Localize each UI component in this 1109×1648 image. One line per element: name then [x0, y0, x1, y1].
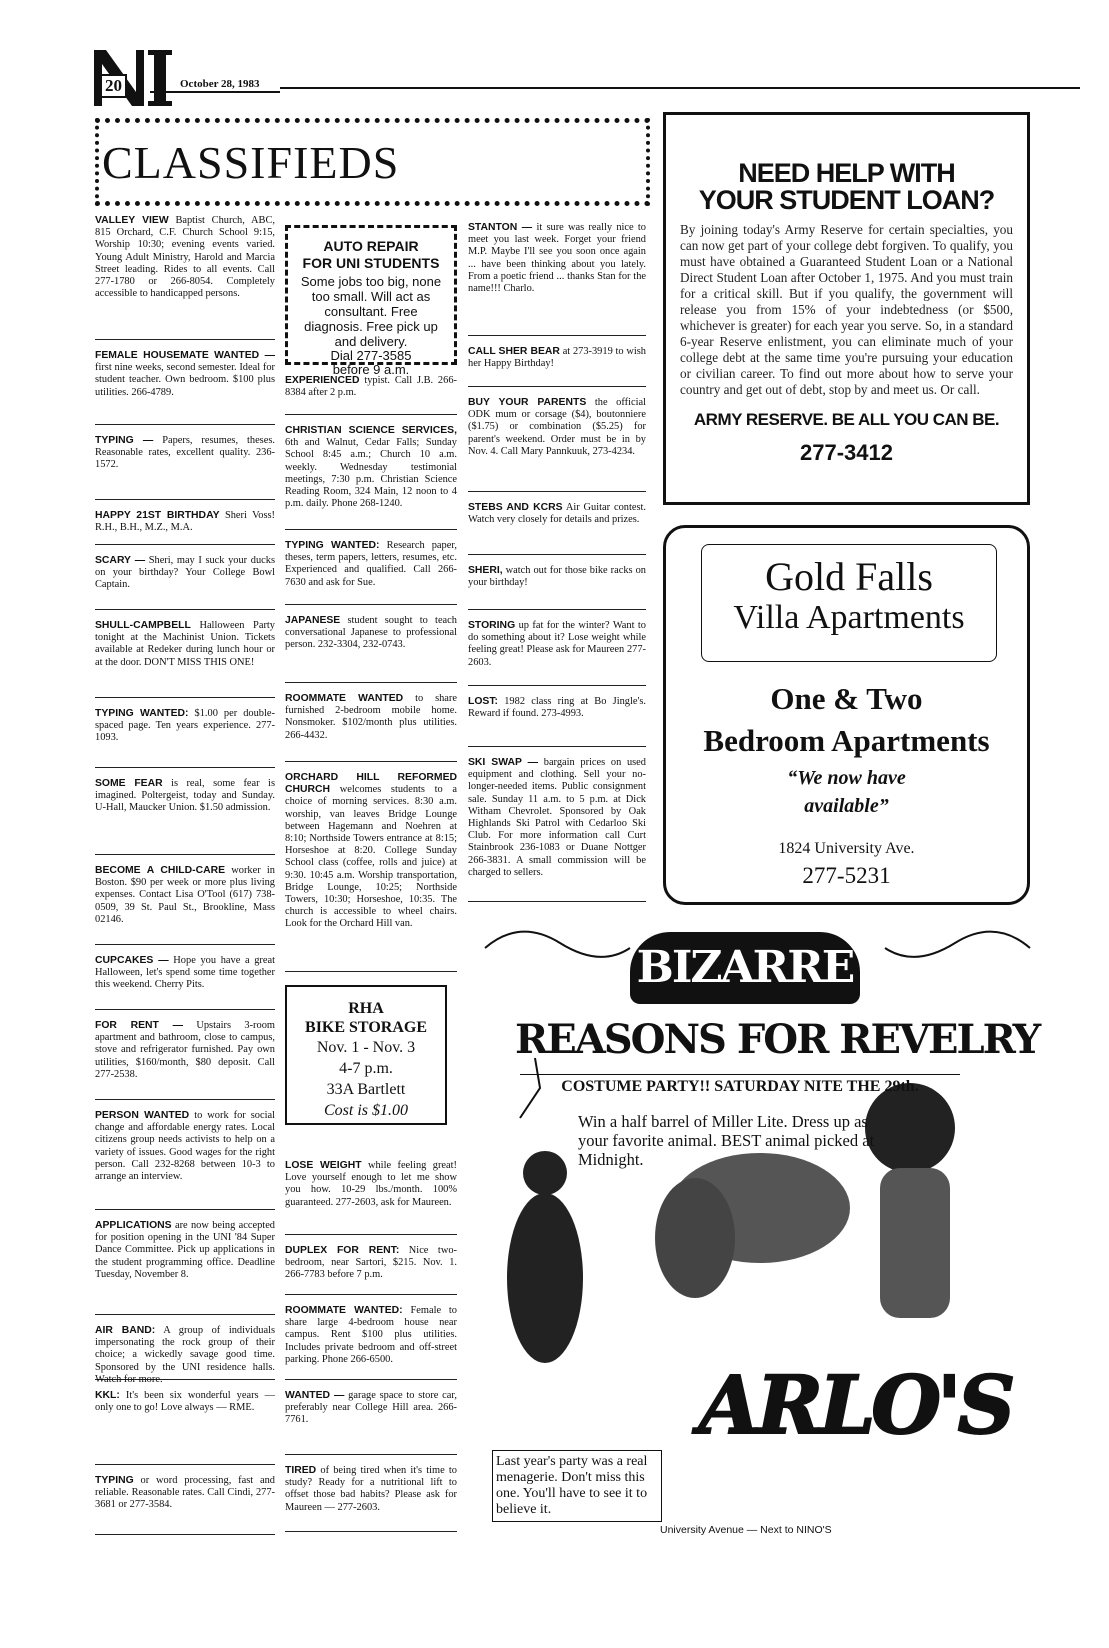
ad-text: 1982 class ring at Bo Jingle's. Reward if found. 273-4993. — [468, 696, 646, 720]
ad-subtitle: BIKE STORAGE — [305, 1019, 427, 1036]
ad-heading: EXPERIENCED — [285, 375, 360, 386]
ad-heading: PERSON WANTED — [95, 1110, 190, 1121]
classified-ad — [95, 555, 275, 610]
ad-text: garage space to store car, preferably near College Hill area. 266-7761. — [285, 1390, 457, 1426]
ad-name: Gold Falls — [765, 554, 933, 599]
classified-ad — [285, 615, 457, 683]
ad-phone: 277-3412 — [800, 440, 893, 465]
ad-heading: ORCHARD HILL REFORMED CHURCH — [285, 772, 457, 796]
ad-tagline: ARMY RESERVE. BE ALL YOU CAN BE. — [693, 410, 1000, 429]
ad-subtitle: FOR UNI STUDENTS — [302, 255, 440, 271]
ad-heading: KKL: — [95, 1390, 120, 1401]
ad-heading: SHERI, — [468, 565, 503, 576]
classified-ad — [468, 346, 646, 387]
logo-serif — [148, 101, 172, 106]
classified-ad — [285, 1245, 457, 1295]
ad-heading: FEMALE HOUSEMATE WANTED — — [95, 350, 275, 361]
ornament-scroll — [885, 932, 1030, 957]
ad-heading: LOSE WEIGHT — [285, 1160, 362, 1171]
ad-text: typist. Call J.B. 266-8384 after 2 p.m. — [285, 375, 457, 399]
classified-ad — [95, 350, 275, 425]
ad-heading: AIR BAND: — [95, 1325, 156, 1336]
ad-heading: SHULL-CAMPBELL — [95, 620, 191, 631]
ad-heading: STEBS AND KCRS — [468, 502, 563, 513]
ad-hours: 4-7 p.m. — [339, 1060, 393, 1077]
rha-bike-storage-ad — [285, 985, 447, 1125]
classified-ad — [95, 510, 275, 545]
ad-text: Air Guitar contest. Watch very closely for details and prizes. — [468, 502, 646, 526]
ad-headline: One & Two — [770, 681, 923, 716]
ad-dates: Nov. 1 - Nov. 3 — [316, 1039, 416, 1056]
ad-text: worker in Boston. $90 per week or more plus living expenses. Contact Lisa O'Tool (617) 738-0509, 39 St. Paul St., Brookline, Mass 02146. — [95, 865, 276, 925]
ad-body: By joining today's Army Reserve for certain specialties, you can now get part of your college debt forgiven. To qualify, you must have obtained a Guaranteed Student Loan or a National Direct Student Loan after October 1, 1975. And you must train for a critical skill. But if you qualify, the government will release you from 15% of your indebtedness (or $500, whichever is greater) for each year you serve. So, in a standard 6-year Reserve enlistment, you can eliminate much of your college debt at the same time you're pursuing your education or civilian career. To find out more about how to serve your country and get out of debt, stop by and meet us. Or call. — [680, 222, 1013, 397]
ad-place: 33A Bartlett — [326, 1081, 406, 1098]
ad-heading: APPLICATIONS — [95, 1220, 172, 1231]
classified-ad — [285, 425, 457, 530]
ad-name-frame — [701, 544, 997, 662]
ad-heading: DUPLEX FOR RENT: — [285, 1245, 400, 1256]
lion-body — [880, 1168, 950, 1318]
ad-heading: WANTED — — [285, 1390, 345, 1401]
ad-quote: “We now have — [787, 767, 906, 789]
ad-heading: SKI SWAP — — [468, 757, 539, 768]
ornament-scroll — [485, 932, 630, 957]
ad-text: 6th and Walnut, Cedar Falls; Sunday School 8:45 a.m.; Church 10 a.m. weekly. Wednesday testimonial meetings, 7:30 p.m. Christian Science Reading Room, 324 Main, 12 noon to 4 p.m. daily. Phone 268-1240. — [285, 437, 457, 510]
classified-ad — [95, 778, 275, 855]
classified-ad — [95, 1390, 275, 1465]
ad-text: it sure was really nice to meet you last week. Forget your friend M.P. Maybe I'll see you soon once again ... have been thinking about you lately. From a poetic friend ... thanks Stan for the name!!! Charlo. — [468, 222, 646, 295]
ad-heading: ROOMMATE WANTED: — [285, 1305, 403, 1316]
classified-ad — [95, 435, 275, 500]
ad-heading: ROOMMATE WANTED — [285, 693, 404, 704]
classified-ad — [95, 955, 275, 1010]
ad-text: welcomes students to a choice of morning services. 8:30 a.m. worship, van leaves Bridge Lounge between Hagemann and Noehren at 8:10; Northside Towers entrance at 8:15; Horseshoe at 8:20. College Sunday School class (coffee, rolls and juice) at 9:30. 10:45 a.m. Worship transportation, Bridge Lounge, 10:25; Northside Towers, 10:30; Horseshoe, 10:35. The church is accessible to wheel chairs. Look for the Orchard Hill van. — [285, 784, 457, 930]
ad-heading: CALL SHER BEAR — [468, 346, 560, 357]
classified-ad — [285, 1465, 457, 1532]
ad-heading: CUPCAKES — — [95, 955, 169, 966]
ad-text: Sheri, may I suck your ducks on your birthday? Your College Bowl Captain. — [95, 555, 275, 591]
ad-text: A group of individuals impersonating the rock group of their choice; a wickedly savage good time. Sponsored by the UNI residence halls. Watch for more. — [95, 1325, 275, 1385]
classified-ad — [468, 222, 646, 336]
ad-hours: before 9 a.m. — [332, 362, 410, 377]
elephant-figure — [655, 1178, 735, 1298]
header-rule — [150, 91, 280, 93]
classified-ad — [285, 1390, 457, 1455]
ad-text: at 273-3919 to wish her Happy Birthday! — [468, 346, 646, 370]
classified-ad — [95, 865, 275, 945]
ad-heading: CHRISTIAN SCIENCE SERVICES, — [285, 425, 457, 436]
classified-ad — [95, 215, 275, 340]
ad-text: Sheri Voss! R.H., B.H., M.Z., M.A. — [95, 510, 275, 534]
ad-heading: TYPING WANTED: — [95, 708, 189, 719]
arlos-contest: Win a half barrel of Miller Lite. Dress up as your favorite animal. BEST animal picked at Midnight. — [578, 1112, 875, 1169]
ad-text: $1.00 per double-spaced page. Ten years experience. 277-1093. — [95, 708, 275, 744]
arlos-logo: ARLO'S — [698, 1358, 1012, 1452]
ad-headline: NEED HELP WITH — [738, 158, 955, 188]
classified-ad — [285, 693, 457, 762]
ad-body: Some jobs too big, none too small. Will act as consultant. Free diagnosis. Free pick up and delivery. — [300, 274, 442, 349]
ad-text: Research paper, theses, term papers, letters, resumes, etc. Experienced and qualified. Call 266-7630 and ask for Sue. — [285, 540, 457, 588]
ad-text: It's been six wonderful years — only one to go! Love always — RME. — [95, 1390, 275, 1414]
classified-ad — [285, 772, 457, 972]
arlos-note: Last year's party was a real menagerie. Don't miss this one. You'll have to see it to believe it. — [492, 1450, 662, 1522]
logo-letter-i — [154, 50, 166, 106]
ad-text: Hope you have a great Halloween, let's spend some time together this weekend. Cherry Pits. — [95, 955, 275, 991]
ad-heading: STORING — [468, 620, 516, 631]
ad-text: Upstairs 3-room apartment and bathroom, close to campus, stove and refrigerator furnished. Pay own utilities, $160/month, $80 deposit. Call 277-2538. — [95, 1020, 275, 1080]
army-reserve-ad — [663, 112, 1030, 505]
ad-text: the official ODK mum or corsage ($4), boutonniere ($1.75) or combination ($5.25) for parent's weekend. Order must be in by Nov. 4. Call Mary Pannkuuk, 273-4234. — [468, 397, 646, 457]
classified-ad — [95, 1220, 275, 1315]
ad-text: to share furnished 2-bedroom mobile home. Nonsmoker. $102/month plus utilities. 266-4432. — [285, 693, 457, 741]
ad-phone: Dial 277-3585 — [330, 348, 412, 363]
ad-heading: LOST: — [468, 696, 499, 707]
ad-text: are now being accepted for position opening in the UNI '84 Super Dance Committee. Pick up applications in the student programming office. Deadline Tuesday, November 8. — [95, 1220, 275, 1280]
ape-head — [523, 1151, 567, 1195]
ad-text: up fat for the winter? Want to do something about it? Lose weight while feeling great! Please ask for Maureen 277-2603. — [468, 620, 646, 668]
issue-date: October 28, 1983 — [180, 78, 260, 90]
ad-text: of being tired when it's time to study? Ready for a nutritional lift to offset those bad habits? Please ask for Maureen — 277-2603. — [285, 1465, 457, 1513]
ad-text: to work for social change and affordable energy rates. Local citizens group needs activists to help on a variety of issues. Good wages for the right person. Call 232-8268 between 10-3 to arrange an interview. — [95, 1110, 275, 1183]
classified-ad — [468, 696, 646, 747]
classified-ad — [285, 1160, 457, 1235]
ad-heading: HAPPY 21ST BIRTHDAY — [95, 510, 220, 521]
ad-heading: VALLEY VIEW — [95, 215, 169, 226]
classified-ad — [285, 540, 457, 605]
ad-text: while feeling great! Love yourself enough to let me show you how. 10-29 lbs./month. 100% guaranteed. 277-2603, ask for Maureen. — [285, 1160, 457, 1208]
ad-text: is real, some fear is imagined. Poltergeist, today and Sunday. U-Hall, Maucker Union. $1.50 admission. — [95, 778, 275, 814]
classified-ad — [95, 1475, 275, 1535]
classified-ad — [95, 708, 275, 768]
ad-text: Female to share large 4-bedroom house near campus. Rent $100 plus utilities. Includes private bedroom and off-street parking. Phone 266-6500. — [285, 1305, 458, 1365]
ad-title: RHA — [348, 1000, 384, 1017]
classified-ad — [285, 375, 457, 415]
ad-heading: TYPING — [95, 1475, 134, 1486]
ad-heading: BUY YOUR PARENTS — [468, 397, 587, 408]
ad-heading: STANTON — — [468, 222, 533, 233]
classified-ad — [95, 1020, 275, 1100]
ad-text: first nine weeks, second semester. Ideal for student teacher. Own bedroom. $100 plus utilities. 266-4789. — [95, 362, 275, 398]
ad-text: Baptist Church, ABC, 815 Orchard, C.F. Church School 9:15, Worship 10:30; evening events varied. Young Adult Ministry, Harold and Marcia Street leading. Rides to all events. Call 277-1780 or 266-8054. Completely accessible to handicapped persons. — [95, 215, 275, 300]
ad-text: Nice two-bedroom, near Sartori, $215. Nov. 1. 266-7783 before 7 p.m. — [285, 1245, 457, 1281]
auto-repair-ad — [285, 225, 457, 377]
ad-headline: Bedroom Apartments — [703, 723, 990, 758]
ad-heading: BECOME A CHILD-CARE — [95, 865, 226, 876]
ad-headline: YOUR STUDENT LOAN? — [698, 185, 995, 215]
classified-ad — [95, 1325, 275, 1385]
ad-heading: FOR RENT — — [95, 1020, 183, 1031]
ad-quote: available” — [804, 795, 889, 817]
ad-text: Halloween Party tonight at the Machinist Union. Tickets available at Redeker during lunch hour or at the door. DON'T MISS THIS ONE! — [95, 620, 275, 668]
classified-ad — [95, 1110, 275, 1210]
ad-text: Papers, resumes, theses. Reasonable rates, excellent quality. 236-1572. — [95, 435, 275, 471]
ad-text: watch out for those bike racks on your birthday! — [468, 565, 646, 589]
ad-name: Villa Apartments — [733, 599, 965, 636]
ad-cost: Cost is $1.00 — [323, 1102, 408, 1119]
arlos-banner: REASONS FOR REVELRY — [515, 1016, 1040, 1063]
classified-ad — [468, 620, 646, 686]
classified-ad — [468, 757, 646, 902]
arlos-caption: University Avenue — Next to NINO'S — [660, 1524, 832, 1536]
classified-ad — [468, 502, 646, 555]
arlos-event: COSTUME PARTY!! SATURDAY NITE THE 29th. — [520, 1074, 960, 1097]
ad-heading: SOME FEAR — [95, 778, 163, 789]
ad-heading: SCARY — — [95, 555, 146, 566]
classified-ad — [95, 620, 275, 698]
ad-heading: TYPING — — [95, 435, 154, 446]
gold-falls-ad — [663, 525, 1030, 905]
classified-ad — [468, 565, 646, 610]
section-title: CLASSIFIEDS — [102, 137, 400, 188]
ad-text: bargain prices on used equipment and clothing. Sell your no-longer-needed items. Public consignment sale. Sunday 11 a.m. to 5 p.m. at Dick Witham Chevrolet. Sponsored by Oak Highlands Ski Patrol with Cedarloo Ski Club. For more information call Curt Stainbrook 236-1083 or Duane Nottger 266-3831. A small commission will be charged to sellers. — [468, 757, 646, 878]
header-rule — [280, 87, 1080, 89]
classified-ad — [468, 397, 646, 492]
ad-heading: TYPING WANTED: — [285, 540, 380, 551]
ad-title: AUTO REPAIR — [323, 238, 419, 254]
page-number: 20 — [100, 74, 127, 98]
ad-phone: 277-5231 — [802, 863, 891, 888]
ad-text: or word processing, fast and reliable. Reasonable rates. Call Cindi, 277-3681 or 277-3584. — [95, 1475, 275, 1511]
arlos-badge: BIZARRE — [630, 932, 860, 1004]
classified-ad — [285, 1305, 457, 1380]
ad-address: 1824 University Ave. — [778, 840, 915, 857]
ad-heading: TIRED — [285, 1465, 317, 1476]
ad-text: student sought to teach conversational Japanese to professional person. 232-3304, 232-0743. — [285, 615, 457, 651]
logo-serif — [148, 50, 172, 55]
ad-heading: JAPANESE — [285, 615, 341, 626]
ape-figure — [507, 1193, 583, 1363]
